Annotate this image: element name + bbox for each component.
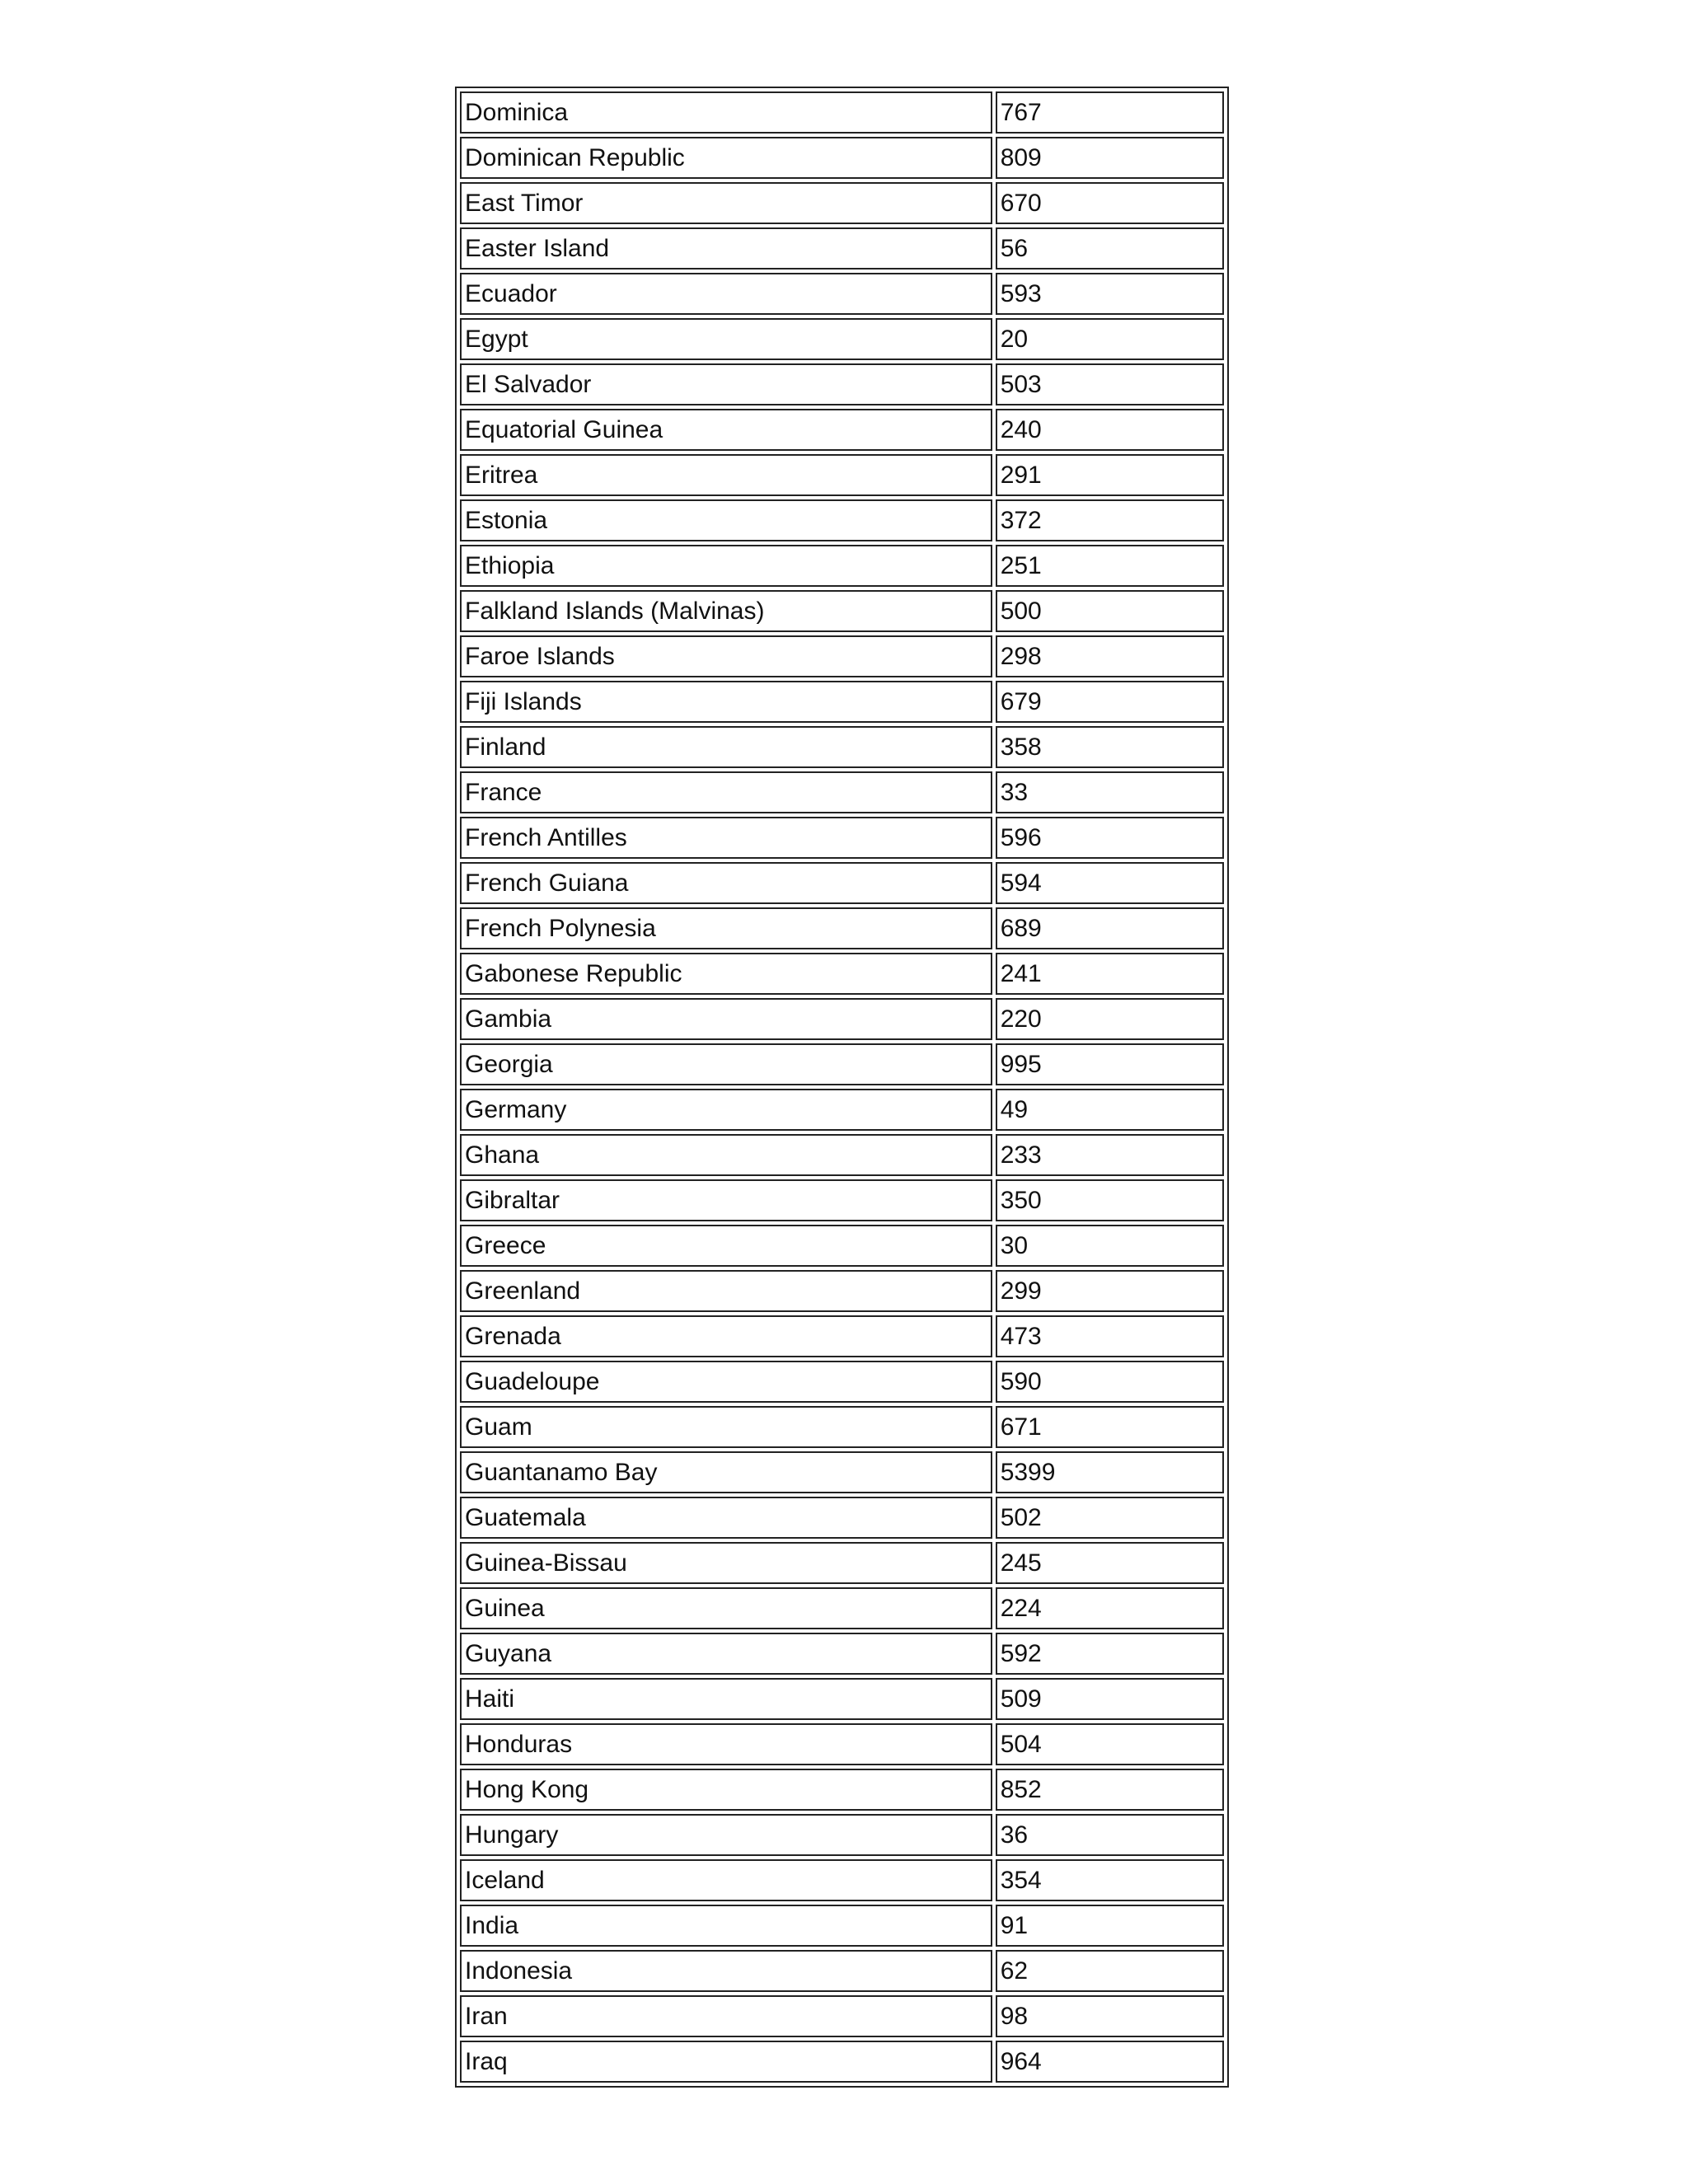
country-name-cell: Ethiopia xyxy=(460,545,992,587)
table-row xyxy=(460,590,1224,632)
country-name-cell: Faroe Islands xyxy=(460,635,992,677)
table-row xyxy=(460,409,1224,451)
table-row xyxy=(460,182,1224,224)
dialing-code-cell: 233 xyxy=(996,1134,1224,1176)
dialing-code-cell: 504 xyxy=(996,1723,1224,1765)
country-name-cell: Iceland xyxy=(460,1859,992,1901)
dialing-code-cell: 62 xyxy=(996,1950,1224,1992)
dialing-code-cell: 500 xyxy=(996,590,1224,632)
country-name-cell: Germany xyxy=(460,1089,992,1131)
dialing-code-cell: 354 xyxy=(996,1859,1224,1901)
table-row xyxy=(460,817,1224,859)
country-name-cell: French Guiana xyxy=(460,862,992,904)
country-name-cell: Ecuador xyxy=(460,273,992,315)
dialing-code-cell: 767 xyxy=(996,91,1224,134)
country-name-cell: Easter Island xyxy=(460,227,992,269)
country-name-cell: Guatemala xyxy=(460,1497,992,1539)
country-name-cell: Eritrea xyxy=(460,454,992,496)
country-name-cell: Haiti xyxy=(460,1678,992,1720)
table-row xyxy=(460,1905,1224,1947)
country-name-cell: French Polynesia xyxy=(460,907,992,949)
country-name-cell: Gabonese Republic xyxy=(460,953,992,995)
table-row xyxy=(460,1225,1224,1267)
table-row xyxy=(460,227,1224,269)
table-row xyxy=(460,1633,1224,1675)
dialing-code-cell: 220 xyxy=(996,998,1224,1040)
dialing-code-cell: 350 xyxy=(996,1179,1224,1221)
country-name-cell: France xyxy=(460,771,992,813)
dialing-code-cell: 56 xyxy=(996,227,1224,269)
table-row xyxy=(460,1043,1224,1085)
table-row xyxy=(460,1361,1224,1403)
dialing-code-cell: 291 xyxy=(996,454,1224,496)
dialing-code-cell: 5399 xyxy=(996,1451,1224,1493)
dialing-code-cell: 299 xyxy=(996,1270,1224,1312)
country-name-cell: Georgia xyxy=(460,1043,992,1085)
country-name-cell: Guantanamo Bay xyxy=(460,1451,992,1493)
dialing-code-cell: 852 xyxy=(996,1769,1224,1811)
country-name-cell: Equatorial Guinea xyxy=(460,409,992,451)
country-name-cell: Guinea-Bissau xyxy=(460,1542,992,1584)
table-row xyxy=(460,1089,1224,1131)
table-row xyxy=(460,363,1224,405)
table-row xyxy=(460,1134,1224,1176)
dialing-code-cell: 964 xyxy=(996,2041,1224,2083)
table-row xyxy=(460,1723,1224,1765)
table-row xyxy=(460,273,1224,315)
dialing-code-cell: 240 xyxy=(996,409,1224,451)
country-name-cell: Ghana xyxy=(460,1134,992,1176)
country-name-cell: Gibraltar xyxy=(460,1179,992,1221)
table-row xyxy=(460,1950,1224,1992)
dialing-code-cell: 251 xyxy=(996,545,1224,587)
table-row xyxy=(460,499,1224,541)
country-name-cell: Greece xyxy=(460,1225,992,1267)
country-name-cell: Falkland Islands (Malvinas) xyxy=(460,590,992,632)
country-name-cell: East Timor xyxy=(460,182,992,224)
country-name-cell: Iran xyxy=(460,1995,992,2037)
dialing-code-cell: 36 xyxy=(996,1814,1224,1856)
table-row xyxy=(460,1270,1224,1312)
table-row xyxy=(460,318,1224,360)
table-row xyxy=(460,1497,1224,1539)
country-name-cell: Indonesia xyxy=(460,1950,992,1992)
country-name-cell: French Antilles xyxy=(460,817,992,859)
dialing-code-cell: 98 xyxy=(996,1995,1224,2037)
dialing-code-cell: 594 xyxy=(996,862,1224,904)
country-name-cell: Egypt xyxy=(460,318,992,360)
table-row xyxy=(460,1542,1224,1584)
table-row xyxy=(460,91,1224,134)
country-name-cell: Hungary xyxy=(460,1814,992,1856)
dialing-code-cell: 670 xyxy=(996,182,1224,224)
table-row xyxy=(460,1678,1224,1720)
table-row xyxy=(460,1179,1224,1221)
country-name-cell: Guinea xyxy=(460,1587,992,1629)
dialing-code-cell: 372 xyxy=(996,499,1224,541)
dialing-code-cell: 298 xyxy=(996,635,1224,677)
country-name-cell: Estonia xyxy=(460,499,992,541)
country-code-table xyxy=(455,87,1229,2088)
table-row xyxy=(460,1451,1224,1493)
country-name-cell: Honduras xyxy=(460,1723,992,1765)
country-name-cell: Fiji Islands xyxy=(460,681,992,723)
dialing-code-cell: 592 xyxy=(996,1633,1224,1675)
country-name-cell: El Salvador xyxy=(460,363,992,405)
dialing-code-cell: 671 xyxy=(996,1406,1224,1448)
country-name-cell: Guyana xyxy=(460,1633,992,1675)
table-row xyxy=(460,545,1224,587)
country-name-cell: Dominica xyxy=(460,91,992,134)
table-row xyxy=(460,998,1224,1040)
country-name-cell: Guadeloupe xyxy=(460,1361,992,1403)
dialing-code-cell: 33 xyxy=(996,771,1224,813)
dialing-code-cell: 502 xyxy=(996,1497,1224,1539)
country-name-cell: Grenada xyxy=(460,1315,992,1357)
table-row xyxy=(460,953,1224,995)
dialing-code-cell: 91 xyxy=(996,1905,1224,1947)
table-row xyxy=(460,771,1224,813)
dialing-code-cell: 358 xyxy=(996,726,1224,768)
dialing-code-cell: 30 xyxy=(996,1225,1224,1267)
table-row xyxy=(460,454,1224,496)
table-row xyxy=(460,1406,1224,1448)
country-name-cell: Greenland xyxy=(460,1270,992,1312)
table-row xyxy=(460,137,1224,179)
dialing-code-cell: 503 xyxy=(996,363,1224,405)
table-row xyxy=(460,726,1224,768)
table-body xyxy=(460,91,1224,2083)
table-row xyxy=(460,1587,1224,1629)
country-name-cell: India xyxy=(460,1905,992,1947)
country-name-cell: Finland xyxy=(460,726,992,768)
country-name-cell: Iraq xyxy=(460,2041,992,2083)
table-row xyxy=(460,1814,1224,1856)
table-row xyxy=(460,1995,1224,2037)
table-row xyxy=(460,1315,1224,1357)
dialing-code-cell: 590 xyxy=(996,1361,1224,1403)
dialing-code-cell: 224 xyxy=(996,1587,1224,1629)
dialing-code-cell: 995 xyxy=(996,1043,1224,1085)
table-row xyxy=(460,681,1224,723)
dialing-code-cell: 596 xyxy=(996,817,1224,859)
country-name-cell: Hong Kong xyxy=(460,1769,992,1811)
dialing-code-cell: 689 xyxy=(996,907,1224,949)
table-row xyxy=(460,1769,1224,1811)
table-row xyxy=(460,1859,1224,1901)
dialing-code-cell: 679 xyxy=(996,681,1224,723)
dialing-code-cell: 241 xyxy=(996,953,1224,995)
dialing-code-cell: 809 xyxy=(996,137,1224,179)
table-row xyxy=(460,907,1224,949)
dialing-code-cell: 20 xyxy=(996,318,1224,360)
country-name-cell: Gambia xyxy=(460,998,992,1040)
table-row xyxy=(460,2041,1224,2083)
dialing-code-cell: 509 xyxy=(996,1678,1224,1720)
table-row xyxy=(460,862,1224,904)
country-name-cell: Guam xyxy=(460,1406,992,1448)
dialing-code-cell: 473 xyxy=(996,1315,1224,1357)
dialing-code-cell: 245 xyxy=(996,1542,1224,1584)
dialing-code-cell: 593 xyxy=(996,273,1224,315)
table-row xyxy=(460,635,1224,677)
country-name-cell: Dominican Republic xyxy=(460,137,992,179)
dialing-code-cell: 49 xyxy=(996,1089,1224,1131)
